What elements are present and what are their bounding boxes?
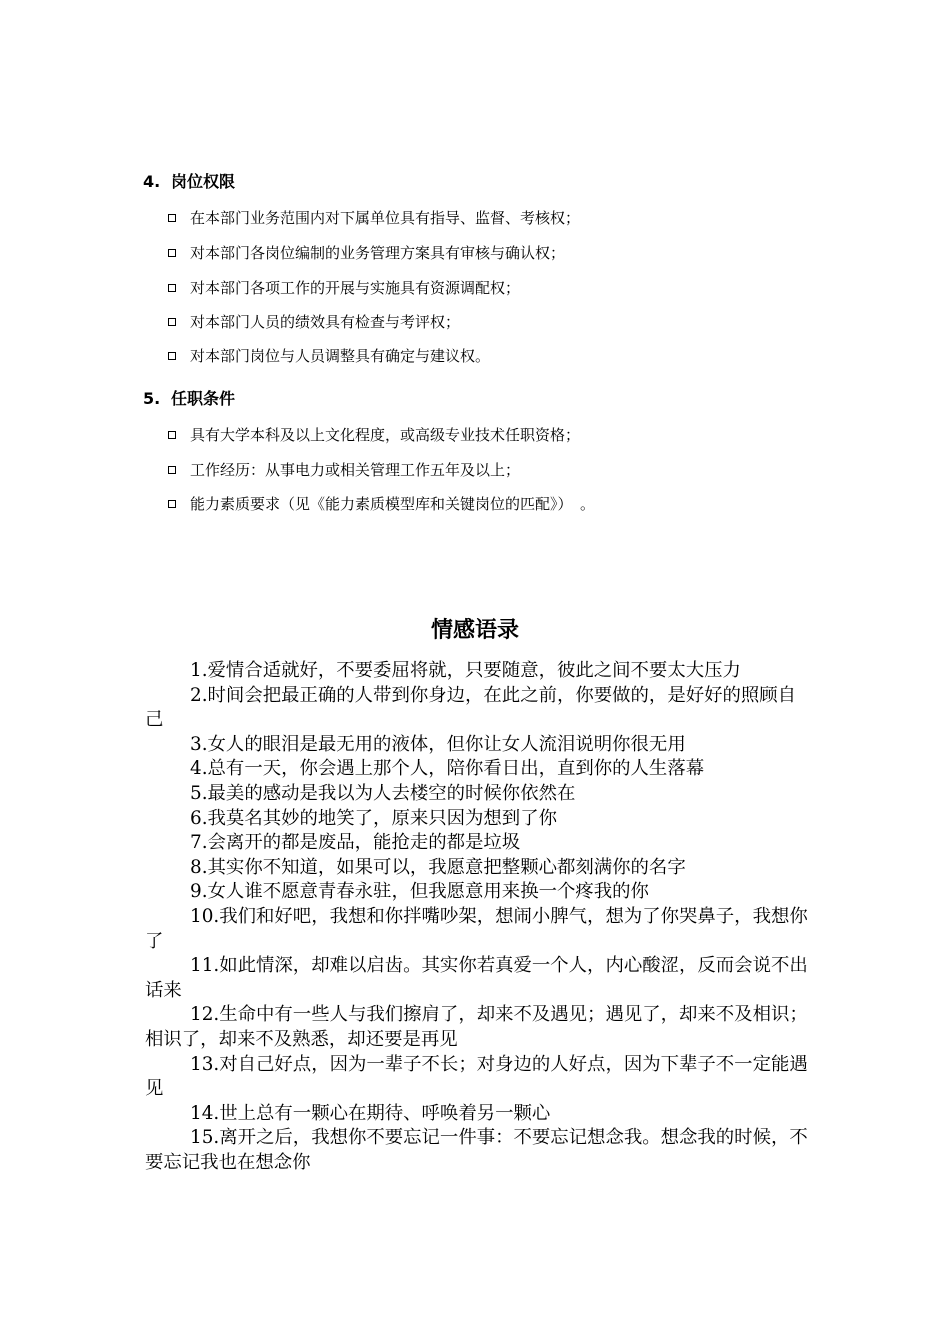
section-number: 5.: [143, 389, 161, 408]
quote-paragraph: 10.我们和好吧，我想和你拌嘴吵架，想闹小脾气，想为了你哭鼻子，我想你了: [145, 905, 808, 952]
list-item: 对本部门人员的绩效具有检查与考评权；: [168, 312, 460, 332]
list-item: 对本部门岗位与人员调整具有确定与建议权。: [168, 346, 490, 366]
quote-paragraph: 15.离开之后，我想你不要忘记一件事：不要忘记想念我。想念我的时候，不要忘记我也在想念你: [145, 1127, 808, 1173]
list-item: 对本部门各岗位编制的业务管理方案具有审核与确认权；: [168, 243, 565, 263]
list-item: 对本部门各项工作的开展与实施具有资源调配权；: [168, 278, 520, 298]
section-title: 岗位权限: [171, 172, 236, 191]
quote-paragraph: 8.其实你不知道，如果可以，我愿意把整颗心都刻满你的名字: [190, 856, 686, 878]
checkbox-bullet-icon: [168, 318, 176, 326]
quote-paragraph: 14.世上总有一颗心在期待、呼唤着另一颗心: [190, 1102, 551, 1124]
section-title: 任职条件: [171, 389, 236, 408]
quote-paragraph: 5.最美的感动是我以为人去楼空的时候你依然在: [190, 782, 576, 804]
quotes-title: 情感语录: [430, 618, 519, 643]
checkbox-bullet-icon: [168, 214, 176, 222]
checkbox-bullet-icon: [168, 284, 176, 292]
quote-paragraph: 9.女人谁不愿意青春永驻，但我愿意用来换一个疼我的你: [190, 881, 649, 903]
quote-paragraph: 1.爱情合适就好，不要委屈将就，只要随意，彼此之间不要太大压力: [190, 660, 741, 681]
list-item: 具有大学本科及以上文化程度，或高级专业技术任职资格；: [168, 425, 580, 445]
quote-paragraph: 3.女人的眼泪是最无用的液体，但你让女人流泪说明你很无用: [190, 733, 686, 755]
section-heading-permissions: [143, 172, 235, 192]
quote-paragraph: 11.如此情深，却难以启齿。其实你若真爱一个人，内心酸涩，反而会说不出话来: [145, 955, 808, 1001]
quote-paragraph: 2.时间会把最正确的人带到你身边，在此之前，你要做的，是好好的照顾自己: [145, 684, 797, 731]
section-heading-qualifications: [143, 389, 235, 409]
checkbox-bullet-icon: [168, 352, 176, 360]
list-item: 工作经历：从事电力或相关管理工作五年及以上；: [168, 460, 520, 480]
quote-paragraph: 6.我莫名其妙的地笑了，原来只因为想到了你: [190, 807, 557, 829]
quote-paragraph: 12.生命中有一些人与我们擦肩了，却来不及遇见；遇见了，却来不及相识；相识了，却来不及熟悉，却还要是再见: [145, 1004, 808, 1050]
section-number: 4.: [143, 172, 161, 191]
checkbox-bullet-icon: [168, 249, 176, 257]
quotes-list: [145, 659, 810, 1175]
quote-paragraph: 4.总有一天，你会遇上那个人，陪你看日出，直到你的人生落幕: [190, 758, 705, 780]
list-item: 在本部门业务范围内对下属单位具有指导、监督、考核权；: [168, 208, 580, 228]
list-item: 能力素质要求（见《能力素质模型库和关键岗位的匹配》） 。: [168, 494, 595, 514]
quote-paragraph: 7.会离开的都是废品，能抢走的都是垃圾: [190, 832, 521, 854]
quote-paragraph: 13.对自己好点，因为一辈子不长；对身边的人好点，因为下辈子不一定能遇见: [145, 1053, 808, 1100]
checkbox-bullet-icon: [168, 466, 176, 474]
checkbox-bullet-icon: [168, 431, 176, 439]
checkbox-bullet-icon: [168, 500, 176, 508]
